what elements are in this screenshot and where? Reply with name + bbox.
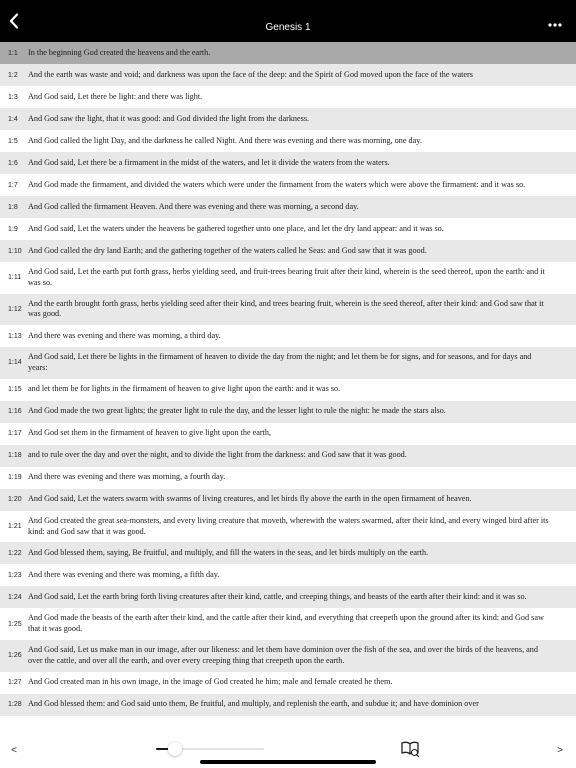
verse-text: and to rule over the day and over the night, and to divide the light from the darkness: and God saw that it was good.: [28, 450, 407, 460]
verse-text: And God called the firmament Heaven. And there was evening and there was morning, a second day.: [28, 201, 359, 211]
ellipsis-icon: [548, 23, 562, 27]
verse-row[interactable]: [0, 608, 576, 640]
verse-row[interactable]: [0, 347, 576, 379]
verse-text: And there was evening and there was morning, a third day.: [28, 330, 221, 340]
verse-row[interactable]: [0, 240, 576, 262]
verse-number: 1:26: [8, 652, 22, 660]
verse-row[interactable]: [0, 694, 576, 716]
verse-text: In the beginning God created the heavens and the earth.: [28, 47, 211, 57]
more-button[interactable]: [544, 14, 566, 36]
previous-chapter-button[interactable]: <: [11, 745, 17, 756]
verse-row[interactable]: [0, 152, 576, 174]
verse-row[interactable]: [0, 445, 576, 467]
bookmark-button[interactable]: [400, 740, 420, 758]
verse-row[interactable]: [0, 325, 576, 347]
verse-number: 1:1: [8, 49, 18, 57]
font-size-slider[interactable]: [156, 740, 264, 758]
verse-text: And the earth was waste and void; and darkness was upon the face of the deep: and the Spirit of God moved upon the face of the waters: [28, 69, 473, 79]
home-indicator: [200, 760, 376, 764]
verse-text: And God said, Let there be a firmament in the midst of the waters, and let it divide the waters from the waters.: [28, 157, 390, 167]
verse-text: And God said, Let the waters under the heavens be gathered together unto one place, and let the dry land appear: and it was so.: [28, 223, 444, 233]
slider-thumb[interactable]: [168, 742, 182, 756]
verse-text: And God blessed them: and God said unto them, Be fruitful, and multiply, and replenish the earth, and subdue it; and have dominion over: [28, 699, 479, 709]
verse-text: And God called the dry land Earth; and the gathering together of the waters called he Seas: and God saw that it was good.: [28, 245, 427, 255]
verse-row[interactable]: [0, 542, 576, 564]
verse-text: And God made the beasts of the earth after their kind, and the cattle after their kind, and everything that creepeth upon the ground after its kind: and God saw that it was good.: [28, 613, 544, 634]
verse-row[interactable]: [0, 511, 576, 543]
verse-number: 1:20: [8, 496, 22, 504]
verse-text: And God said, Let there be lights in the firmament of heaven to divide the day from the night; and let them be for signs, and for seasons, and for days and years:: [28, 352, 532, 372]
verse-row[interactable]: [0, 423, 576, 445]
verse-text: And God made the firmament, and divided the waters which were under the firmament from the waters which were above the firmament: and it was so.: [28, 179, 526, 189]
verse-row[interactable]: [0, 262, 576, 294]
verse-number: 1:7: [8, 181, 18, 189]
book-icon: [400, 740, 420, 758]
verse-number: 1:28: [8, 701, 22, 709]
bottom-toolbar: [0, 736, 576, 768]
verse-text: And God called the light Day, and the darkness he called Night. And there was evening and there was morning, one day.: [28, 135, 422, 145]
verse-number: 1:9: [8, 225, 18, 233]
verse-row[interactable]: [0, 130, 576, 152]
verse-text: And God said, Let us make man in our image, after our likeness: and let them have dominion over the fish of the sea, and over the birds of the heavens, and over the cattle, and over all the earth, and over every creeping thing that creepeth upon the earth.: [28, 644, 538, 665]
verse-number: 1:24: [8, 593, 22, 601]
verse-number: 1:3: [8, 93, 18, 101]
verse-number: 1:21: [8, 523, 22, 531]
verse-row[interactable]: [0, 64, 576, 86]
verse-number: 1:2: [8, 71, 18, 79]
verse-text: And God said, Let the earth put forth grass, herbs yielding seed, and fruit-trees bearing fruit after their kind, wherein is the seed thereof, upon the earth: and it was so.: [28, 267, 545, 287]
verse-row[interactable]: [0, 196, 576, 218]
verse-number: 1:5: [8, 137, 18, 145]
verse-number: 1:10: [8, 247, 22, 255]
verse-text: And the earth brought forth grass, herbs yielding seed after their kind, and trees bearing fruit, wherein is the seed thereof, after their kind: and God saw that it was good.: [28, 298, 544, 319]
verse-text: and let them be for lights in the firmament of heaven to give light upon the earth: and it was so.: [28, 384, 341, 394]
verse-row[interactable]: [0, 467, 576, 489]
verse-row[interactable]: [0, 294, 576, 326]
verse-row[interactable]: [0, 174, 576, 196]
verse-number: 1:27: [8, 679, 22, 687]
verse-row[interactable]: [0, 108, 576, 130]
verse-number: 1:18: [8, 452, 22, 460]
verse-row[interactable]: [0, 489, 576, 511]
verse-row[interactable]: [0, 42, 576, 64]
verse-number: 1:11: [8, 274, 22, 282]
verse-number: 1:25: [8, 620, 22, 628]
verse-row[interactable]: [0, 379, 576, 401]
verse-text: And God made the two great lights; the greater light to rule the day, and the lesser light to rule the night: he made the stars also.: [28, 406, 446, 416]
verse-text: And there was evening and there was morning, a fourth day.: [28, 472, 226, 482]
verse-number: 1:13: [8, 332, 22, 340]
back-button[interactable]: [2, 8, 26, 34]
verse-number: 1:12: [8, 305, 22, 313]
verse-number: 1:4: [8, 115, 18, 123]
verse-list[interactable]: [0, 42, 576, 736]
verse-row[interactable]: [0, 640, 576, 672]
verse-text: And God said, Let the earth bring forth living creatures after their kind, cattle, and creeping things, and beasts of the earth after their kind: and it was so.: [28, 591, 527, 601]
verse-text: And God blessed them, saying, Be fruitful, and multiply, and fill the waters in the seas, and let birds multiply on the earth.: [28, 547, 429, 557]
verse-number: 1:19: [8, 474, 22, 482]
verse-text: And God said, Let the waters swarm with swarms of living creatures, and let birds fly above the earth in the open firmament of heaven.: [28, 494, 472, 504]
verse-row[interactable]: [0, 586, 576, 608]
verse-text: And God created the great sea-monsters, and every living creature that moveth, wherewith the waters swarmed, after their kind, and every winged bird after its kind: and God saw that it was good.: [28, 515, 549, 536]
verse-row[interactable]: [0, 401, 576, 423]
verse-text: And God said, Let there be light: and there was light.: [28, 91, 203, 101]
verse-text: And God created man in his own image, in the image of God created he him; male and female created he them.: [28, 677, 393, 687]
verse-text: And God saw the light, that it was good: and God divided the light from the darkness.: [28, 113, 310, 123]
page-title: Genesis 1: [265, 22, 311, 33]
verse-row[interactable]: [0, 86, 576, 108]
verse-number: 1:22: [8, 549, 22, 557]
top-bar: [0, 0, 576, 42]
verse-text: And God set them in the firmament of heaven to give light upon the earth,: [28, 428, 272, 438]
verse-number: 1:15: [8, 386, 22, 394]
verse-number: 1:23: [8, 571, 22, 579]
verse-row[interactable]: [0, 672, 576, 694]
verse-number: 1:16: [8, 408, 22, 416]
verse-number: 1:6: [8, 159, 18, 167]
verse-row[interactable]: [0, 564, 576, 586]
chevron-left-icon: [9, 13, 19, 29]
verse-text: And there was evening and there was morning, a fifth day.: [28, 569, 220, 579]
verse-number: 1:8: [8, 203, 18, 211]
verse-row[interactable]: [0, 218, 576, 240]
verse-number: 1:14: [8, 359, 22, 367]
verse-number: 1:17: [8, 430, 22, 438]
next-chapter-button[interactable]: >: [557, 745, 563, 756]
